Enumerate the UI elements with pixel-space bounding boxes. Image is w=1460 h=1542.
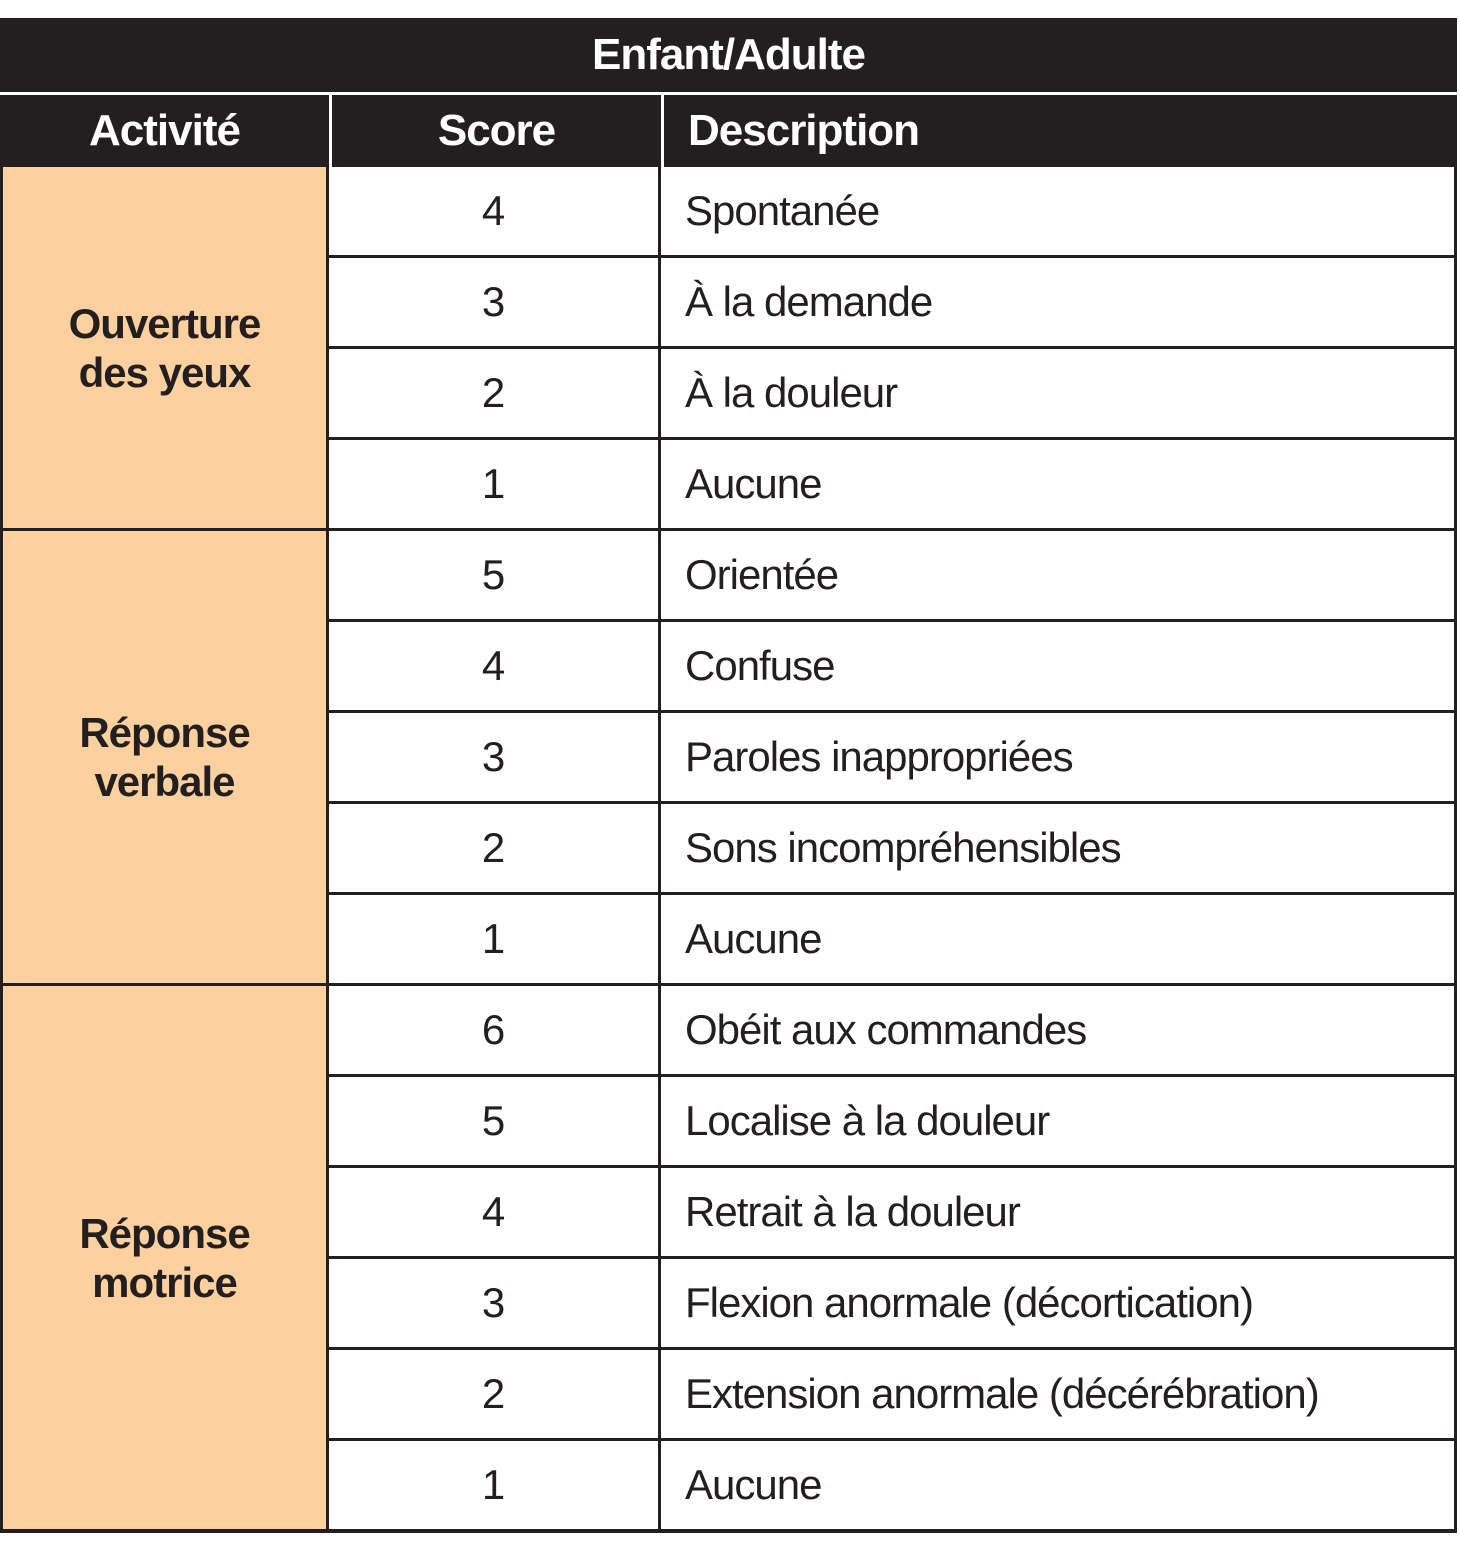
score-cell: 3 bbox=[329, 713, 661, 801]
score-cell: 1 bbox=[329, 440, 661, 528]
score-cell: 1 bbox=[329, 895, 661, 983]
score-cell: 4 bbox=[329, 1168, 661, 1256]
description-cell: Orientée bbox=[685, 551, 839, 598]
table-row bbox=[329, 531, 1454, 622]
table-row bbox=[329, 713, 1454, 804]
description-cell: Aucune bbox=[685, 460, 822, 507]
description-cell: Confuse bbox=[685, 642, 835, 689]
table-row bbox=[329, 986, 1454, 1077]
glasgow-table bbox=[0, 18, 1457, 1533]
table-row bbox=[329, 1077, 1454, 1168]
score-cell: 3 bbox=[329, 258, 661, 346]
description-cell: À la douleur bbox=[685, 369, 898, 416]
description-cell: Aucune bbox=[685, 1461, 822, 1508]
score-cell: 2 bbox=[329, 349, 661, 437]
description-cell: Aucune bbox=[685, 915, 822, 962]
header-description: Description bbox=[688, 106, 920, 155]
score-cell: 3 bbox=[329, 1259, 661, 1347]
score-cell: 4 bbox=[329, 167, 661, 255]
score-cell: 5 bbox=[329, 531, 661, 619]
score-cell: 2 bbox=[329, 804, 661, 892]
table-row bbox=[329, 1259, 1454, 1350]
score-rows bbox=[329, 986, 1457, 1529]
table-row bbox=[329, 804, 1454, 895]
table-row bbox=[329, 440, 1454, 528]
description-cell: Sons incompréhensibles bbox=[685, 824, 1121, 871]
header-score: Score bbox=[332, 95, 664, 167]
description-cell: Paroles inappropriées bbox=[685, 733, 1073, 780]
score-cell: 2 bbox=[329, 1350, 661, 1438]
table-row bbox=[329, 895, 1454, 983]
description-cell: À la demande bbox=[685, 278, 933, 325]
table-body bbox=[0, 167, 1457, 1533]
header-row bbox=[0, 95, 1457, 167]
activity-cell: Réponse motrice bbox=[0, 986, 329, 1529]
description-cell: Retrait à la douleur bbox=[685, 1188, 1020, 1235]
score-cell: 5 bbox=[329, 1077, 661, 1165]
table-row bbox=[329, 1168, 1454, 1259]
header-activity: Activité bbox=[0, 95, 332, 167]
table-title: Enfant/Adulte bbox=[0, 18, 1457, 92]
description-cell: Localise à la douleur bbox=[685, 1097, 1050, 1144]
score-cell: 4 bbox=[329, 622, 661, 710]
table-row bbox=[329, 1441, 1454, 1529]
table-row bbox=[329, 167, 1454, 258]
score-rows bbox=[329, 531, 1457, 983]
description-cell: Obéit aux commandes bbox=[685, 1006, 1087, 1053]
activity-group bbox=[0, 167, 1457, 531]
activity-cell: Réponse verbale bbox=[0, 531, 329, 983]
table-row bbox=[329, 349, 1454, 440]
score-cell: 1 bbox=[329, 1441, 661, 1529]
description-cell: Spontanée bbox=[685, 187, 880, 234]
score-cell: 6 bbox=[329, 986, 661, 1074]
description-cell: Flexion anormale (décortication) bbox=[685, 1279, 1253, 1326]
activity-group bbox=[0, 531, 1457, 986]
description-cell: Extension anormale (décérébration) bbox=[685, 1370, 1319, 1417]
score-rows bbox=[329, 167, 1457, 528]
table-row bbox=[329, 258, 1454, 349]
table-row bbox=[329, 1350, 1454, 1441]
activity-group bbox=[0, 986, 1457, 1533]
table-row bbox=[329, 622, 1454, 713]
activity-cell: Ouverture des yeux bbox=[0, 167, 329, 528]
